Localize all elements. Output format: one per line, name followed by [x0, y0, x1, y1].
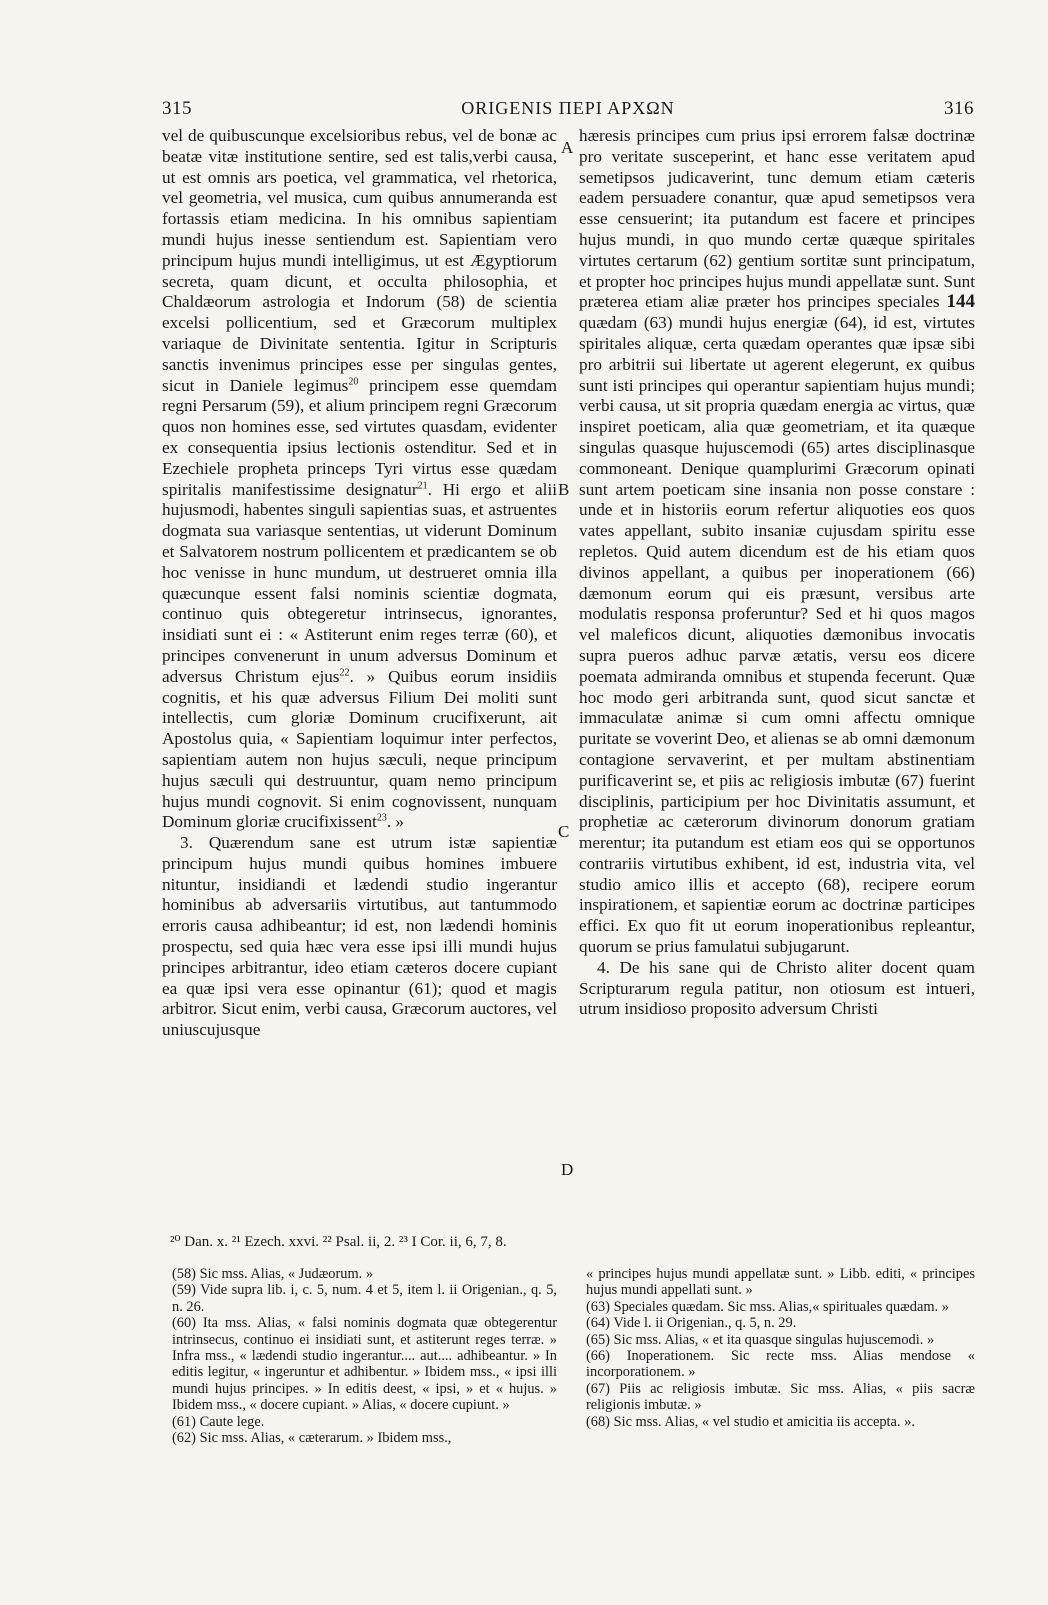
scripture-references: ²⁰ Dan. x. ²¹ Ezech. xxvi. ²² Psal. ii, 2. ²³ I Cor. ii, 6, 7, 8. — [170, 1234, 507, 1250]
right-page-number: 316 — [943, 98, 974, 119]
footnotes-left — [172, 1266, 557, 1446]
margin-letter-c: C — [558, 822, 570, 841]
running-head — [162, 98, 974, 124]
right-column — [579, 126, 975, 1020]
margin-letter-b: B — [558, 480, 570, 499]
footnote: (60) Ita mss. Alias, « falsi nominis dogmata quæ obtegerentur intrinsecus, continuo ei insidiati sunt, et astiterunt reges terræ. » Infra mss., « lædendi studio ingerantur.... aut.... adhibeantur. » In editis legitur, « ingeruntur et adhibentur. » Ibidem mss., « ipsi illi mundi hujus principes. » In editis deest, « ipsi, » et « hujus. » Ibidem mss., « docere cupiant. » Alias, « docere cupiunt. » — [172, 1315, 557, 1414]
footnote: (66) Inoperationem. Sic recte mss. Alias mendose « incorporationem. » — [586, 1348, 975, 1381]
footnote: (63) Speciales quædam. Sic mss. Alias,« spirituales quædam. » — [586, 1298, 949, 1315]
footnote: (59) Vide supra lib. i, c. 5, num. 4 et 5, item l. ii Origenian., q. 5, n. 26. — [172, 1282, 557, 1315]
left-column — [162, 126, 557, 1041]
footnote: (64) Vide l. ii Origenian., q. 5, n. 29. — [586, 1315, 797, 1332]
right-paragraph-2: 4. De his sane qui de Christo aliter docent quam Scripturarum regula patitur, non otiosum est intueri, utrum insidioso proposito adversum Christi — [579, 957, 975, 1019]
footnotes-right — [586, 1266, 975, 1430]
margin-letter-a: A — [561, 138, 574, 157]
footnote: (68) Sic mss. Alias, « vel studio et amicitia iis accepta. ». — [586, 1413, 915, 1430]
left-paragraph-2: 3. Quærendum sane est utrum istæ sapientiæ principum hujus mundi quibus homines imbuere nituntur, insidiandi et lædendi studio ingerantur hominibus ab adversariis virtutibus, aut tantummodo erroris causa adhibeantur; id est, non lædendi hominis prospectu, sed quia hæc vera esse ipsi illi mundi hujus principes arbitrantur, ideo etiam cæteros docere cupiant ea quæ ipsi vera esse opinantur (61); quod et magis arbitror. Sicut enim, verbi causa, Græcorum auctores, vel uniuscujusque — [162, 833, 557, 1040]
footnote: (61) Caute lege. — [172, 1413, 265, 1430]
left-paragraph-1: vel de quibuscunque excelsioribus rebus, vel de bonæ ac beatæ vitæ institutione sentire, sed est talis,verbi causa, ut est omnis ars poetica, vel grammatica, vel rhetorica, vel geometria, vel musica, cum quibus annumeranda est fortassis etiam medicina. In his omnibus sapientiam mundi hujus inesse sentiendum est. Sapientiam vero principum hujus mundi intelligimus, ut est Ægyptiorum secreta, quam dicunt, et occulta philosophia, et Chaldæorum astrologia et Indorum (58) de scientia excelsi pollicentium, sed et Græcorum multiplex variaque de Divinitate sententia. Igitur in Scripturis sanctis invenimus principes esse per singulas gentes, sicut in Daniele legimus$^{20}$ principem esse quemdam regni Persarum (59), et alium principem regni Græcorum quos non homines esse, sed virtutes quasdam, evidenter ex consequentia ipsius lectionis ostenditur. Sed et in Ezechiele propheta princeps Tyri virtus esse quædam spiritalis manifestissime designatur$^{21}$. Hi ergo et alii hujusmodi, habentes singuli sapientias suas, et astruentes dogmata sua variasque sententias, ut viderunt Dominum et Salvatorem nostrum pollicentem et prædicantem se ob hoc venisse in hunc mundum, ut destrueret omnia illa quæcunque essent falsi nominis scientiæ dogmata, continuo quis obtegeretur intrinsecus, ignorantes, insidiati sunt ei : « Astiterunt enim reges terræ (60), et principes convenerunt in unum adversus Dominum et adversus Christum ejus$^{22}$. » Quibus eorum insidiis cognitis, et his quæ adversus Filium Dei moliti sunt intellectis, cum gloriæ Dominum crucifixerunt, ait Apostolus quia, « Sapientiam loquimur inter perfectos, sapientiam autem non hujus sæculi, neque principum hujus sæculi qui destruuntur, quam nemo principum hujus mundi cognovit. Si enim cognovissent, nunquam Dominum gloriæ crucifixissent$^{23}$. » — [162, 126, 558, 832]
footnote: (67) Piis ac religiosis imbutæ. Sic mss. Alias, « piis sacræ religionis imbutæ. » — [586, 1380, 975, 1414]
side-page-number: 144 — [946, 291, 975, 313]
left-page-number: 315 — [162, 98, 192, 119]
running-title: ORIGENIS ΠΕΡΙ ΑΡΧΩΝ — [461, 98, 675, 118]
footnote: (62) Sic mss. Alias, « cæterarum. » Ibidem mss., — [172, 1430, 452, 1447]
footnote: « principes hujus mundi appellatæ sunt. » Libb. editi, « principes hujus mundi appellati sunt. » — [586, 1266, 975, 1299]
footnote: (58) Sic mss. Alias, « Judæorum. » — [172, 1266, 374, 1282]
right-paragraph-1: hæresis principes cum prius ipsi errorem falsæ doctrinæ pro veritate susceperint, et hanc esse veritatem apud semetipsos judicaverint, tunc demum etiam cæteris eadem persuadere conantur, quæ apud semetipsos vera esse censuerint; ita putandum est facere et principes hujus mundi, in quo mundo certæ quæque spiritales virtutes certarum (62) gentium sortitæ sunt principatum, et propter hoc principes hujus mundi appellatæ sunt. Sunt præterea etiam aliæ præter hos principes speciales 144 quædam (63) mundi hujus energiæ (64), id est, virtutes spiritales aliquæ, certa quædam operantes quæ ipsæ sibi pro arbitrii sui libertate ut agerent elegerunt, ex quibus sunt isti principes qui operantur sapientiam hujus mundi; verbi causa, ut sit propria quædam energia ac virtus, quæ inspiret poeticam, alia quæ geometriam, et ita quæque singulas quasque hujuscemodi (65) artes disciplinasque commoneant. Denique quamplurimi Græcorum opinati sunt artem poeticam sine insania non posse constare : unde et in historiis eorum refertur aliquoties eos quos vates appellant, subito insaniæ cujusdam spiritu esse repletos. Quid autem dicendum est de his etiam quos divinos appellant, a quibus per inoperationem (66) dæmonum eorum qui eis præsunt, versibus arte modulatis responsa proferuntur? Sed et hi quos magos vel maleficos dicunt, aliquoties dæmonibus invocatis supra pueros adhuc parvæ ætatis, versu eos dicere poemata admiranda omnibus et stupenda fecerunt. Quæ hoc modo geri arbitranda sunt, quod sicut sanctæ et immaculatæ animæ si cum omni affectu omnique puritate se voverint Deo, et alienas se ab omni dæmonum contagione servaverint, et per multam abstinentiam purificaverint se, et piis ac religiosis imbutæ (67) fuerint disciplinis, participium per hoc Divinitatis assumunt, et prophetiæ ac cæterorum divinorum donorum gratiam merentur; ita putandum est etiam eos qui se opportunos contrariis virtutibus exhibent, id est, industria vita, vel studio amico illis et accepto (68), recipere eorum inspirationem, et sapientiæ eorum ac doctrinæ participes effici. Ex quo fit ut eorum inoperationibus repleantur, quorum se prius famulatui subjugarunt. — [579, 126, 975, 957]
margin-letter-d: D — [561, 1160, 574, 1179]
footnote: (65) Sic mss. Alias, « et ita quasque singulas hujuscemodi. » — [586, 1331, 935, 1348]
